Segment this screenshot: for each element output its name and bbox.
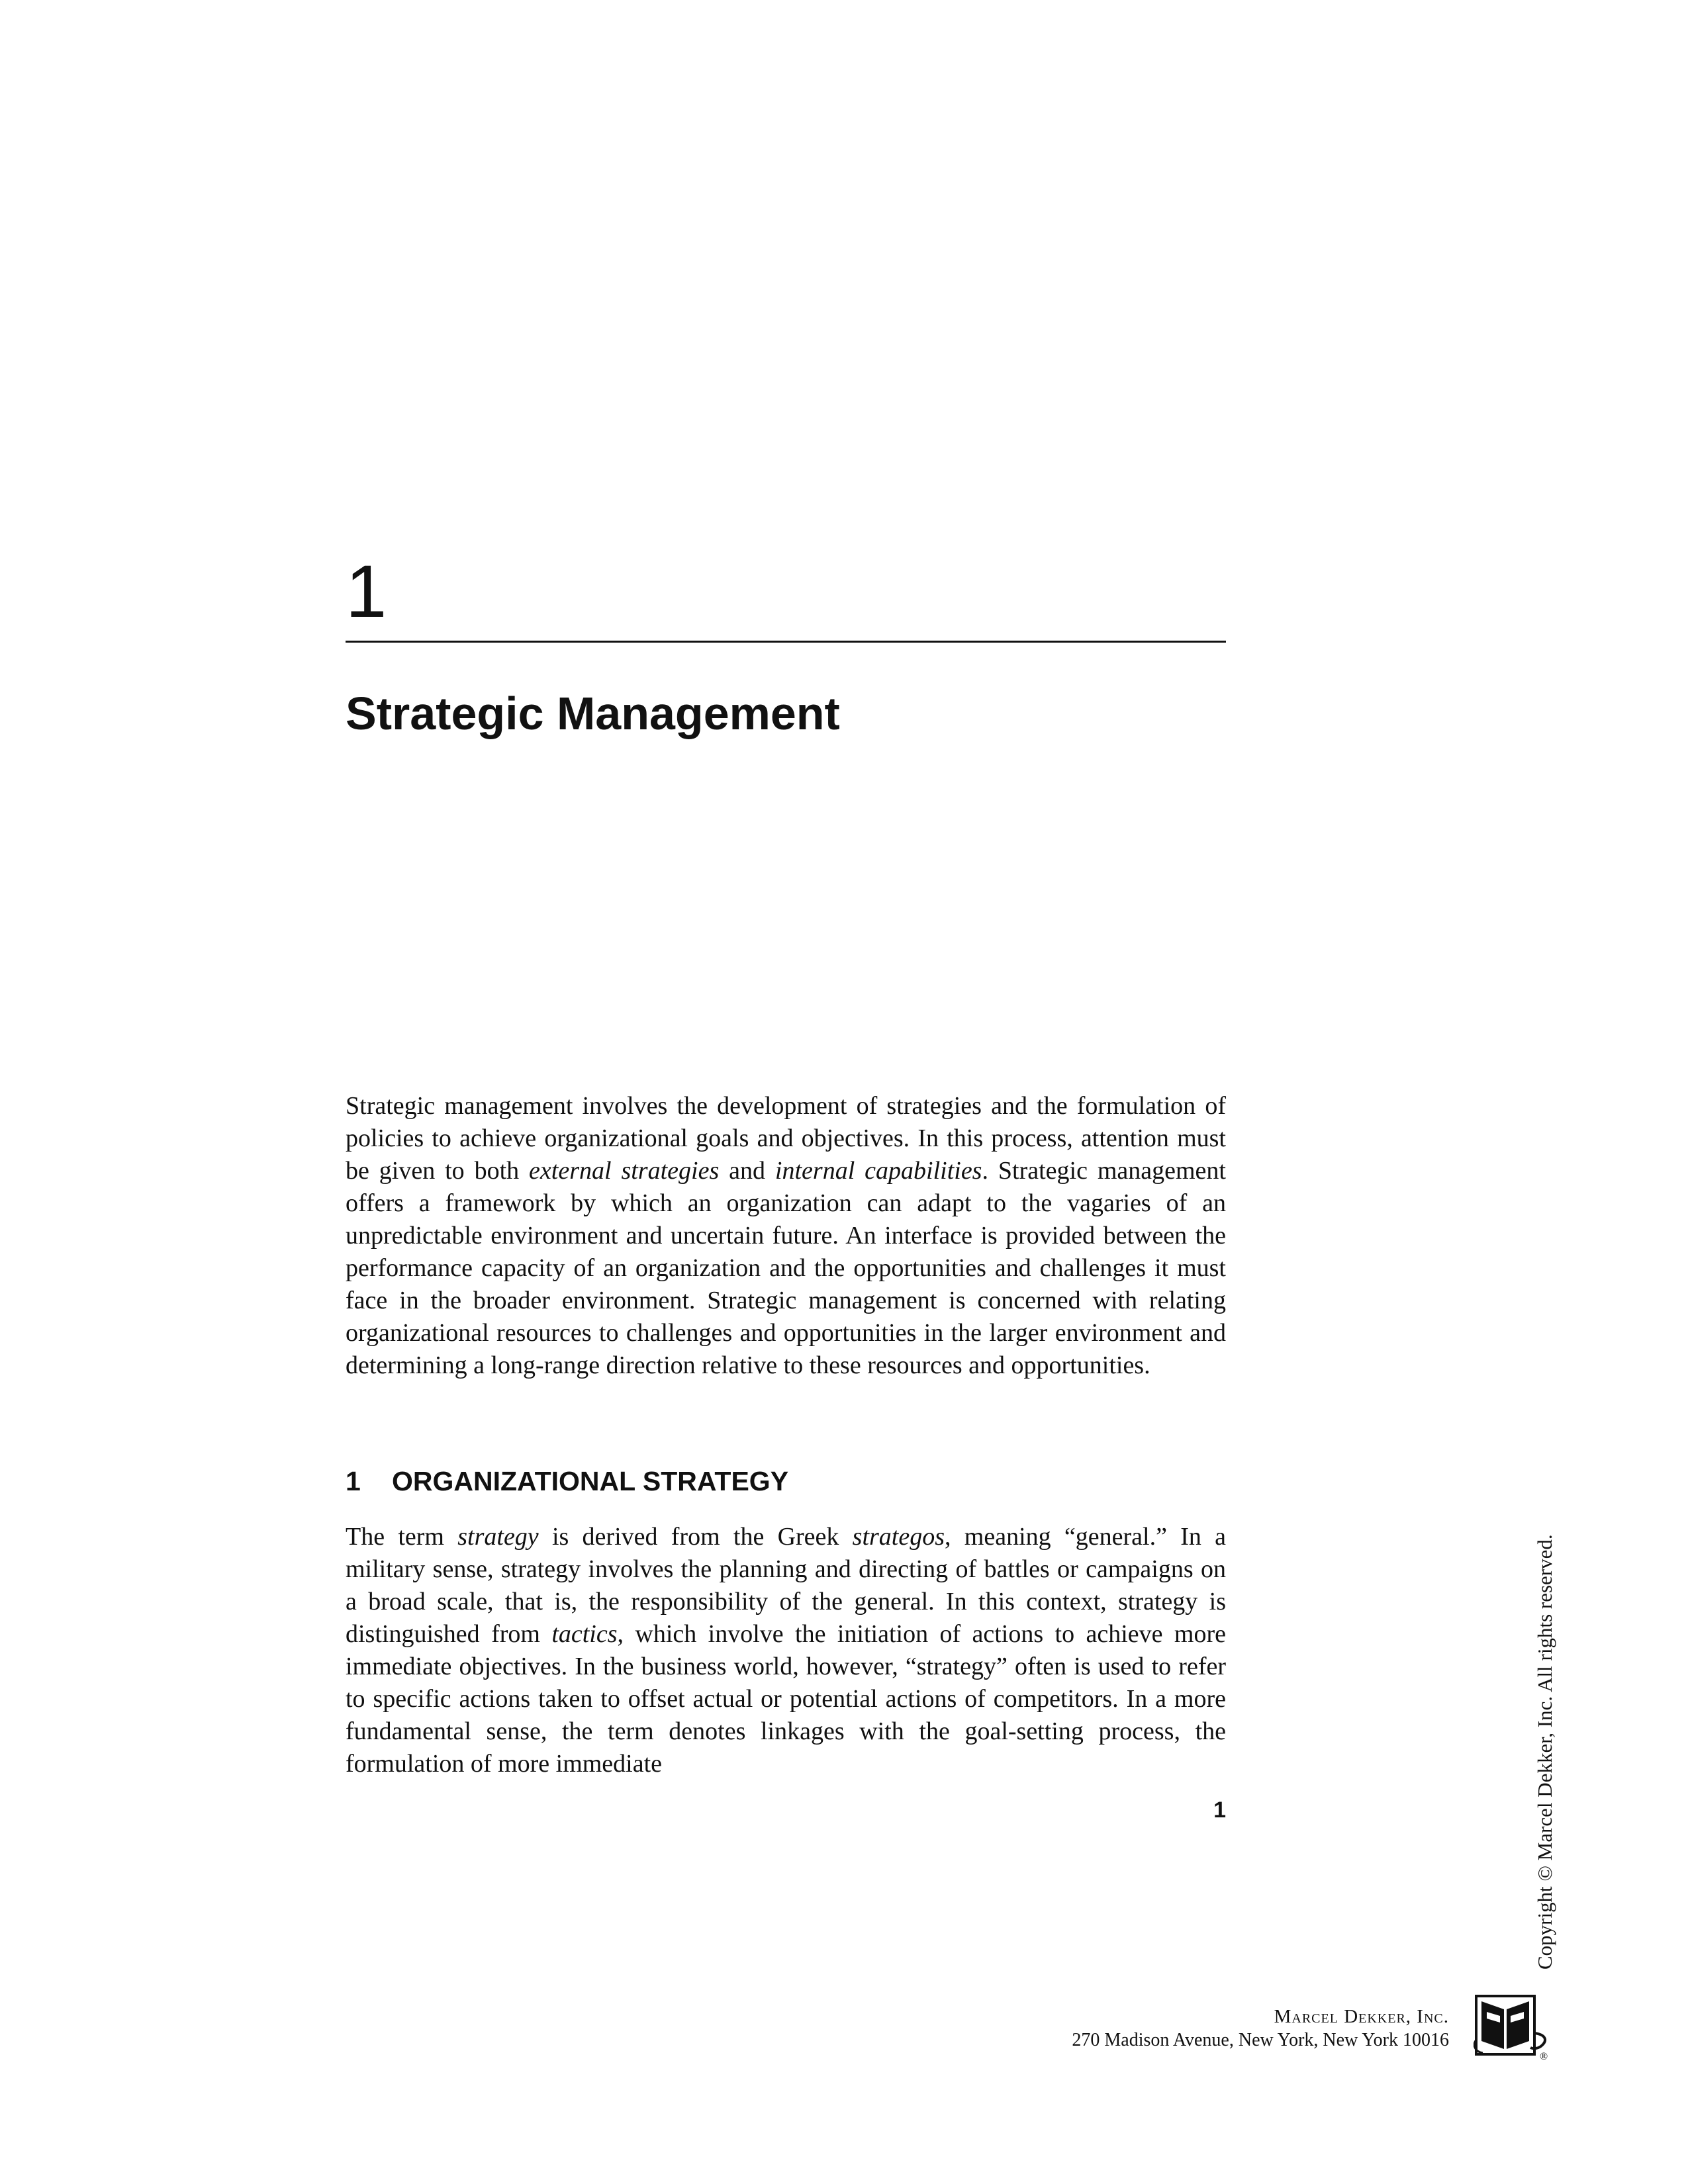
copyright-notice: Copyright © Marcel Dekker, Inc. All rights reserved. bbox=[1533, 1534, 1556, 1970]
intro-emphasis: external strategies bbox=[529, 1157, 720, 1185]
registered-mark: ® bbox=[1540, 2051, 1548, 2062]
section-emphasis: tactics bbox=[551, 1620, 618, 1648]
section-text: , meaning “general.” In a military sense, strategy involves the planning and directing of battles or campaigns on a broad scale, that is, the responsibility of the general. In this context, strategy is distinguished from bbox=[346, 1523, 1226, 1648]
marcel-dekker-logo-icon bbox=[1474, 1993, 1552, 2062]
section-text: The term bbox=[346, 1523, 458, 1551]
publisher-address: 270 Madison Avenue, New York, New York 10016 bbox=[1072, 2030, 1449, 2050]
publisher-block bbox=[1072, 2004, 1449, 2052]
section-text: , which involve the initiation of actions to achieve more immediate objectives. In the business world, however, “strategy” often is used to refer to specific actions taken to offset actual or potential actions of competitors. In a more fundamental sense, the term denotes linkages with the goal-setting process, the formulation of more immediate bbox=[346, 1620, 1226, 1778]
chapter-rule bbox=[346, 641, 1226, 643]
chapter-title: Strategic Management bbox=[346, 688, 840, 739]
intro-text: and bbox=[719, 1157, 775, 1185]
intro-text: . Strategic management offers a framework by which an organization can adapt to the vagaries of an unpredictable environment and uncertain future. An interface is provided between the performance capacity of an organization and the opportunities and challenges it must face in the broader environment. Strategic management is concerned with relating organizational resources to challenges and opportunities in the larger environment and determining a long-range direction relative to these resources and opportunities. bbox=[346, 1157, 1226, 1379]
publisher-name: Marcel Dekker, Inc. bbox=[1274, 2006, 1449, 2027]
section-heading bbox=[346, 1468, 788, 1495]
section-emphasis: strategy bbox=[457, 1523, 539, 1551]
section-paragraph bbox=[346, 1521, 1226, 1780]
intro-text: Strategic management involves the development of strategies and the formulation of policies to achieve organizational goals and objectives. In this process, attention must be given to both bbox=[346, 1092, 1226, 1185]
chapter-number: 1 bbox=[346, 550, 387, 633]
intro-paragraph bbox=[346, 1090, 1226, 1382]
intro-emphasis: internal capabilities bbox=[774, 1157, 982, 1185]
section-number: 1 bbox=[346, 1466, 361, 1496]
section-emphasis: strategos bbox=[852, 1523, 945, 1551]
section-text: is derived from the Greek bbox=[538, 1523, 853, 1551]
page-number: 1 bbox=[1213, 1797, 1226, 1823]
section-title: ORGANIZATIONAL STRATEGY bbox=[392, 1466, 789, 1496]
